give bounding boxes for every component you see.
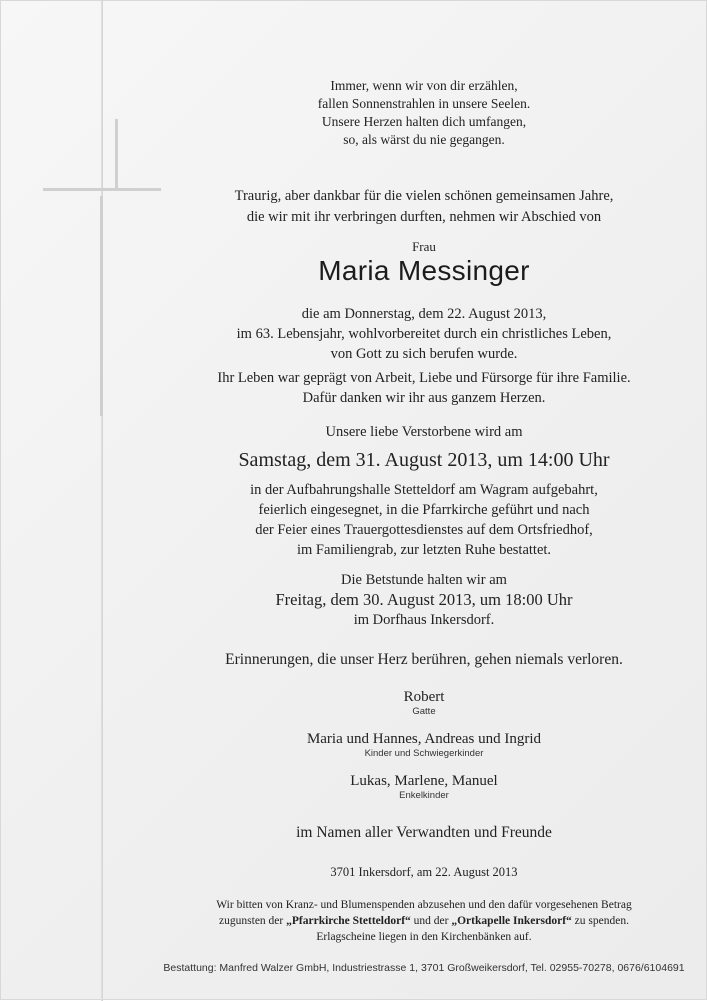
- mourner-group: [161, 688, 687, 718]
- life-line: Ihr Leben war geprägt von Arbeit, Liebe und Fürsorge für ihre Familie.: [217, 370, 631, 386]
- mourner-group: [161, 730, 687, 760]
- mourner-relation: Enkelkinder: [399, 790, 449, 801]
- mourner-names: Robert: [403, 689, 445, 705]
- poem-line: fallen Sonnenstrahlen in unsere Seelen.: [317, 96, 531, 111]
- prayer-date: Freitag, dem 30. August 2013, um 18:00 Uhr: [275, 590, 573, 609]
- relatives-line: im Namen aller Verwandten und Freunde: [296, 824, 552, 841]
- request-text: und der: [410, 915, 452, 927]
- mourner-names: Maria und Hannes, Andreas und Ingrid: [306, 731, 542, 747]
- prayer-location: im Dorfhaus Inkersdorf.: [353, 612, 495, 628]
- ceremony-line: in der Aufbahrungshalle Stetteldorf am Wagram aufgebahrt,: [250, 482, 598, 498]
- request-text: zugunsten der: [219, 915, 287, 927]
- ceremony-text: [161, 480, 687, 560]
- request-line: [161, 913, 687, 929]
- intro-line: Traurig, aber dankbar für die vielen schönen gemeinsamen Jahre,: [234, 188, 614, 204]
- death-notice-line: im 63. Lebensjahr, wohlvorbereitet durch ein christliches Leben,: [236, 326, 612, 342]
- poem-line: Unsere Herzen halten dich umfangen,: [321, 114, 527, 129]
- deceased-name: Maria Messinger: [318, 255, 530, 286]
- cross-icon-upper: [115, 119, 118, 189]
- prayer-line: Die Betstunde halten wir am: [341, 572, 507, 588]
- mourner-group: [161, 772, 687, 802]
- ceremony-line: feierlich eingesegnet, in die Pfarrkirche geführt und nach: [258, 502, 590, 518]
- mourner-names: Lukas, Marlene, Manuel: [350, 773, 498, 789]
- chapel-name: „Ortkapelle Inkersdorf“: [451, 915, 572, 927]
- cross-icon-lower: [100, 196, 103, 416]
- life-line: Dafür danken wir ihr aus ganzem Herzen.: [302, 390, 546, 406]
- ceremony-line: im Familiengrab, zur letzten Ruhe bestattet.: [296, 542, 552, 558]
- mourner-relation: Kinder und Schwiegerkinder: [364, 748, 484, 759]
- death-notice-line: die am Donnerstag, dem 22. August 2013,: [301, 306, 547, 322]
- funeral-date: Samstag, dem 31. August 2013, um 14:00 Uhr: [238, 449, 610, 471]
- donation-request: [161, 897, 687, 945]
- announcement: Unsere liebe Verstorbene wird am: [325, 424, 523, 440]
- intro-text: [161, 186, 687, 228]
- request-line: Erlagscheine liegen in den Kirchenbänken auf.: [316, 931, 532, 943]
- life-text: [161, 368, 687, 408]
- death-notice-line: von Gott zu sich berufen wurde.: [330, 346, 518, 362]
- prayer-hour: [161, 570, 687, 630]
- death-notice: [161, 304, 687, 364]
- memory-line: Erinnerungen, die unser Herz berühren, gehen niemals verloren.: [225, 651, 623, 668]
- ceremony-line: der Feier eines Trauergottesdienstes auf dem Ortsfriedhof,: [255, 522, 593, 538]
- poem: [161, 77, 687, 149]
- request-text: zu spenden.: [571, 915, 629, 927]
- intro-line: die wir mit ihr verbringen durften, nehmen wir Abschied von: [246, 209, 602, 225]
- poem-line: so, als wärst du nie gegangen.: [343, 132, 505, 147]
- request-line: Wir bitten von Kranz- und Blumenspenden abzusehen und den dafür vorgesehenen Betrag: [216, 899, 632, 911]
- decorative-vertical-line: [101, 1, 103, 1001]
- mourner-relation: Gatte: [412, 706, 436, 717]
- undertaker-info: Bestattung: Manfred Walzer GmbH, Industriestrasse 1, 3701 Großweikersdorf, Tel. 02955-70278, 0676/6104691: [163, 962, 685, 974]
- salutation: Frau: [412, 239, 436, 254]
- place-date: 3701 Inkersdorf, am 22. August 2013: [330, 865, 518, 879]
- poem-line: Immer, wenn wir von dir erzählen,: [330, 78, 518, 93]
- church-name: „Pfarrkirche Stetteldorf“: [286, 915, 411, 927]
- cross-icon-crossbar: [43, 188, 161, 191]
